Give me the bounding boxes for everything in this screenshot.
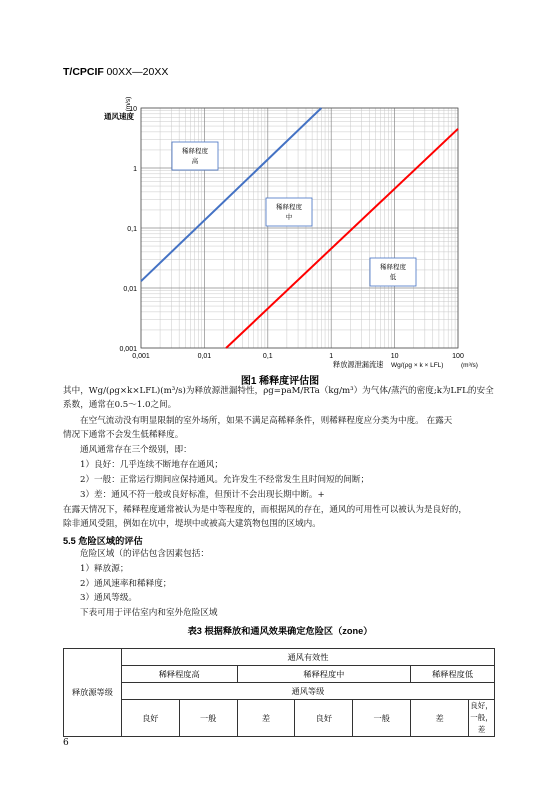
standard-header	[63, 66, 168, 78]
annotation-label-line2: 中	[285, 213, 293, 221]
table-grade-cell: 一般	[353, 700, 411, 737]
y-tick-label: 1	[133, 166, 137, 173]
table-effectiveness-header: 通风有效性	[121, 649, 494, 666]
series-line-medium-low-boundary	[226, 129, 458, 348]
y-axis-unit: (m/s)	[125, 96, 132, 112]
list-item-fair: 2）一般：正常运行期间应保持通风。允许发生不经常发生且时间短的间断；	[80, 475, 370, 485]
annotation-label-line2: 高	[191, 157, 199, 165]
x-tick-label: 0,01	[197, 353, 212, 360]
table-title: 表3 根据释放和通风效果确定危险区（zone）	[187, 626, 373, 636]
table-grade-header: 通风等级	[121, 683, 494, 700]
series-line-high-medium-boundary	[141, 108, 321, 281]
table-dilution-medium: 稀释程度中	[237, 666, 411, 683]
figure-caption: 图1 稀释度评估图	[240, 376, 320, 387]
list-item-poor: 3）差：通风不符一般或良好标准，但预计不会出现长期中断。+	[80, 490, 325, 500]
y-tick-label: 10	[129, 106, 137, 113]
x-tick-label: 1	[329, 353, 334, 360]
x-axis-formula: Wg/(ρg × k × LFL)	[391, 362, 444, 369]
table-grade-cell: 良好	[295, 700, 353, 737]
x-tick-label: 0,001	[132, 353, 150, 360]
list-item-ventilation-rate: 2）通风速率和稀释度；	[80, 579, 172, 589]
y-axis-label: 通风速度	[104, 112, 134, 121]
y-tick-label: 0,001	[119, 346, 137, 353]
page-number: 6	[63, 738, 69, 748]
section-heading: 5.5 危险区域的评估	[63, 536, 143, 546]
y-tick-label: 0,1	[127, 226, 137, 233]
zone-table	[63, 648, 495, 737]
paragraph-factors-intro: 危险区域（的评估包含因素包括：	[80, 549, 209, 559]
paragraph-formula-line1: 其中，Wg/(ρg×k×LFL)(m³/s)为释放源泄漏特性，ρg=paM/RTa（kg/m³）为气体/蒸汽的密度;k为LFL的安全	[63, 386, 494, 396]
x-axis-label: 释放源泄漏流速	[333, 360, 384, 369]
table-grade-cell: 差	[237, 700, 295, 737]
dilution-chart-svg	[100, 94, 500, 384]
paragraph-table-intro: 下表可用于评估室内和室外危险区域	[80, 608, 218, 618]
y-tick-label: 0,01	[123, 286, 137, 293]
standard-code: T/CPCIF	[63, 66, 104, 78]
paragraph-outdoor-line1: 在空气流动没有明显限制的室外场所，如果不满足高稀释条件，则稀释程度应分类为中度。 在露天	[80, 416, 453, 426]
standard-number: 00XX—20XX	[106, 66, 169, 78]
paragraph-levels-intro: 通风通常存在三个级别，即：	[80, 445, 192, 455]
x-axis-unit: (m³/s)	[461, 362, 478, 369]
x-tick-label: 100	[452, 353, 464, 360]
paragraph-open-air-line2: 除非通风受阻，例如在坑中，堤坝中或被高大建筑物包围的区域内。	[63, 519, 321, 529]
x-tick-label: 10	[390, 353, 399, 360]
list-item-good: 1）良好：几乎连续不断地存在通风；	[80, 460, 223, 470]
table-grade-cell: 良好	[121, 700, 179, 737]
list-item-release-source: 1）释放源；	[80, 564, 129, 574]
x-tick-label: 0,1	[262, 353, 273, 360]
table-grade-cell: 一般	[179, 700, 237, 737]
table-grade-cell: 良好，一般，差	[469, 700, 495, 737]
table-dilution-low: 稀释程度低	[411, 666, 495, 683]
table-row-header: 释放源等级	[64, 649, 122, 737]
annotation-label-line2: 低	[389, 273, 397, 281]
paragraph-open-air-line1: 在露天情况下，稀释程度通常被认为是中等程度的，而根据风的存在，通风的可用性可以被认为是良好的，	[63, 505, 467, 515]
list-item-ventilation-grade: 3）通风等级。	[80, 593, 138, 603]
annotation-label-line1: 稀释程度	[182, 147, 208, 155]
annotation-label-line1: 稀释程度	[276, 203, 302, 211]
paragraph-formula-line2: 系数，通常在0.5～1.0之间。	[63, 400, 177, 410]
paragraph-outdoor-line2: 情况下通常不会发生低稀释度。	[63, 430, 184, 440]
annotation-label-line1: 稀释程度	[380, 263, 406, 271]
table-dilution-high: 稀释程度高	[121, 666, 237, 683]
dilution-chart	[100, 94, 500, 384]
table-grade-cell: 差	[411, 700, 469, 737]
